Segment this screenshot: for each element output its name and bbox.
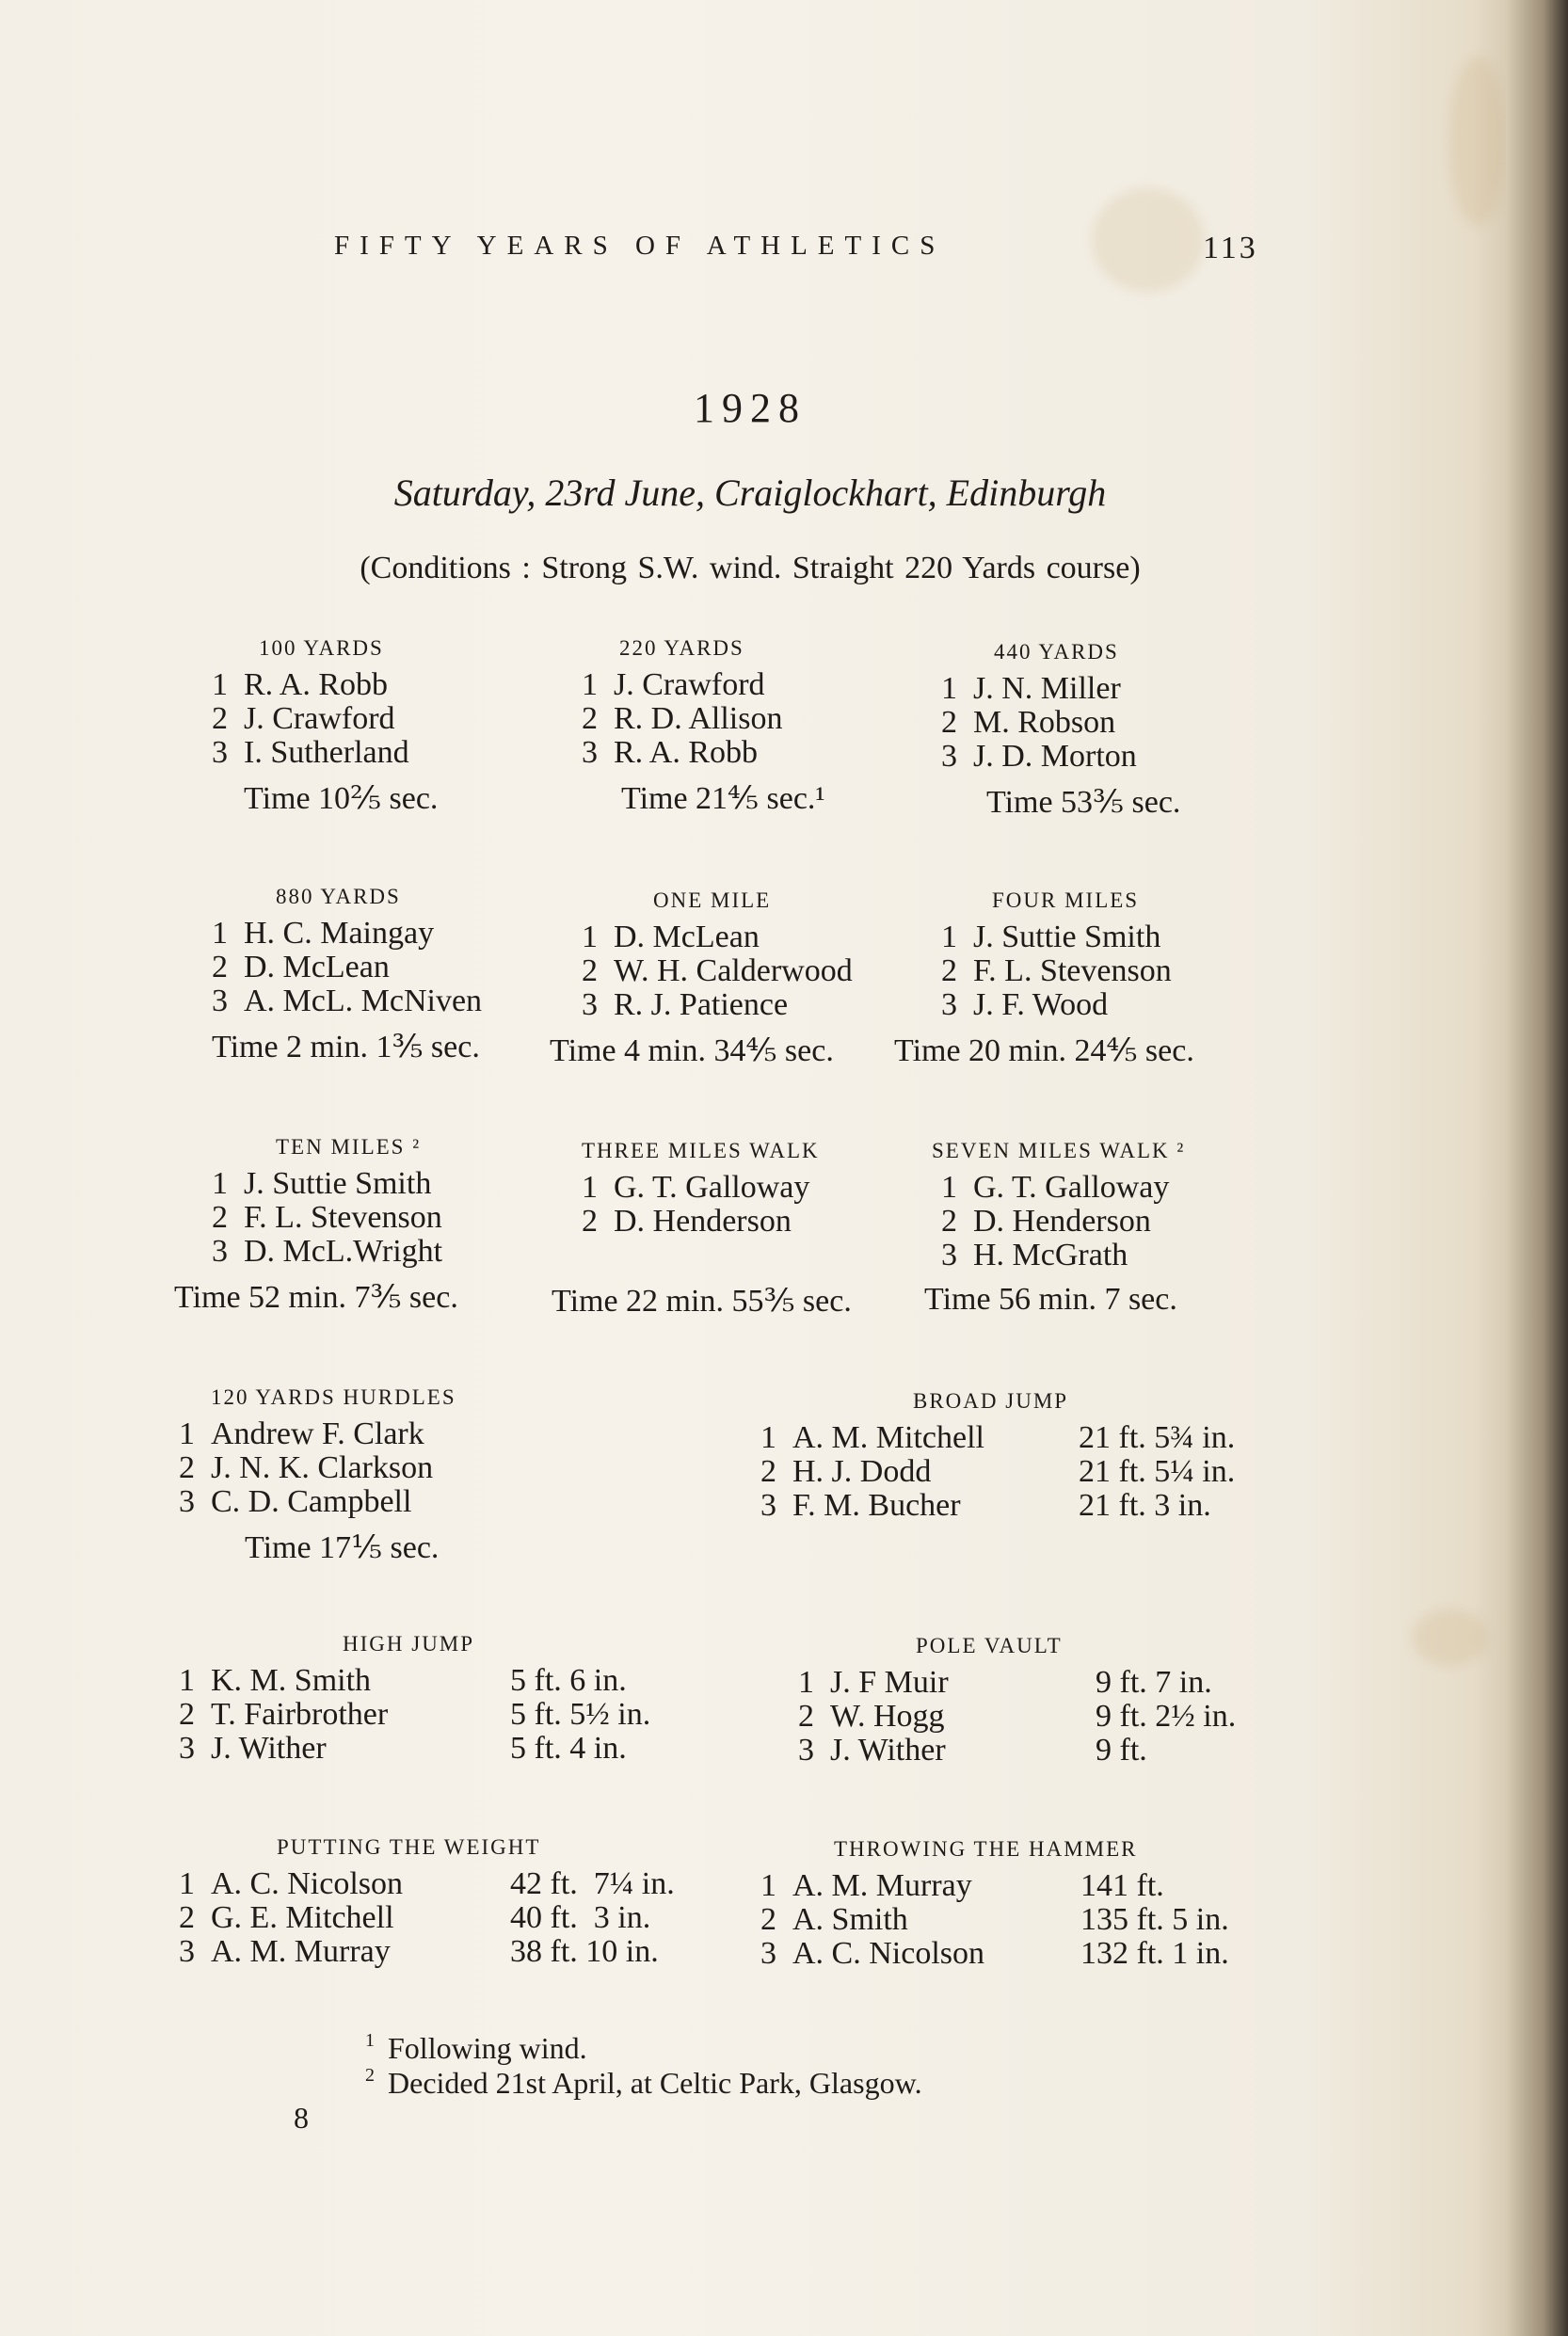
result-row: 3 A. M. Murray 38 ft. 10 in.	[179, 1934, 659, 1969]
event-title: 100 YARDS	[259, 636, 384, 660]
event-time: Time 20 min. 24⅘ sec.	[894, 1033, 1194, 1068]
event-time: Time 52 min. 7⅗ sec.	[174, 1280, 458, 1315]
signature-mark: 8	[294, 2101, 309, 2135]
result-row: 3 I. Sutherland	[212, 735, 409, 770]
result-row: 1 H. C. Maingay	[212, 916, 435, 951]
result-row: 1 G. T. Galloway	[941, 1170, 1170, 1205]
event-220-yards	[582, 636, 825, 817]
result-row: 2 T. Fairbrother 5 ft. 5½ in.	[179, 1697, 651, 1732]
result-row: 3 J. F. Wood	[941, 987, 1109, 1022]
event-title: ONE MILE	[653, 888, 772, 912]
event-putting-the-weight	[179, 1835, 744, 1969]
result-row: 1 J. F Muir 9 ft. 7 in.	[798, 1665, 1212, 1700]
event-pole-vault	[798, 1634, 1288, 1768]
event-100-yards	[212, 636, 438, 817]
event-time: Time 4 min. 34⅘ sec.	[550, 1033, 834, 1068]
result-row: 1 A. M. Murray 141 ft.	[760, 1868, 1164, 1903]
event-time: Time 21⅘ sec.¹	[621, 781, 825, 816]
result-row: 3 J. Wither 5 ft. 4 in.	[179, 1731, 627, 1766]
result-row: 3 C. D. Campbell	[179, 1484, 412, 1519]
event-120-yards-hurdles	[179, 1385, 456, 1566]
result-row: 2 G. E. Mitchell 40 ft. 3 in.	[179, 1900, 651, 1935]
event-title: TEN MILES ²	[276, 1135, 422, 1159]
conditions-line: (Conditions : Strong S.W. wind. Straight 220 Yards course)	[360, 551, 1141, 585]
paper-stain	[1092, 188, 1205, 292]
result-row: 2 J. N. K. Clarkson	[179, 1450, 434, 1485]
event-title: THROWING THE HAMMER	[834, 1837, 1138, 1861]
result-row: 3 A. C. Nicolson 132 ft. 1 in.	[760, 1936, 1229, 1971]
result-row: 2 D. Henderson	[582, 1204, 792, 1239]
event-seven-miles-walk	[924, 1139, 1186, 1318]
event-title: POLE VAULT	[916, 1634, 1063, 1657]
result-row: 2 H. J. Dodd 21 ft. 5¼ in.	[760, 1454, 1236, 1489]
event-title: HIGH JUMP	[343, 1632, 475, 1656]
footnote: 1 Following wind.	[365, 2030, 587, 2065]
result-row: 1 K. M. Smith 5 ft. 6 in.	[179, 1663, 627, 1698]
result-row: 3 A. McL. McNiven	[212, 984, 483, 1018]
event-title: FOUR MILES	[992, 888, 1140, 912]
paper-stain	[1449, 56, 1506, 226]
event-time: Time 53⅗ sec.	[986, 785, 1181, 820]
event-title: 880 YARDS	[276, 885, 401, 908]
result-row: 2 W. Hogg 9 ft. 2½ in.	[798, 1699, 1237, 1734]
event-title: SEVEN MILES WALK ²	[932, 1139, 1186, 1162]
result-row: 3 H. McGrath	[941, 1238, 1128, 1272]
result-row: 2 D. McLean	[212, 950, 390, 984]
event-one-mile	[550, 888, 853, 1069]
event-title: THREE MILES WALK	[582, 1139, 820, 1162]
event-time: Time 2 min. 1⅗ sec.	[212, 1030, 480, 1064]
result-row: 1 R. A. Robb	[212, 667, 389, 702]
event-title: 120 YARDS HURDLES	[211, 1385, 456, 1409]
result-row: 3 D. McL.Wright	[212, 1234, 443, 1269]
result-row: 1 D. McLean	[582, 920, 760, 954]
result-row: 1 J. Suttie Smith	[212, 1166, 432, 1201]
result-row: 1 A. C. Nicolson 42 ft. 7¼ in.	[179, 1866, 675, 1901]
event-high-jump	[179, 1632, 706, 1766]
event-ten-miles	[174, 1135, 458, 1316]
result-row: 3 R. A. Robb	[582, 735, 759, 770]
result-row: 3 J. Wither 9 ft.	[798, 1733, 1147, 1768]
result-row: 3 R. J. Patience	[582, 987, 789, 1022]
result-row: 1 G. T. Galloway	[582, 1170, 810, 1205]
result-row: 1 A. M. Mitchell 21 ft. 5¾ in.	[760, 1420, 1236, 1455]
event-time: Time 22 min. 55⅗ sec.	[552, 1284, 852, 1319]
result-row: 1 J. Suttie Smith	[941, 920, 1161, 954]
result-row: 1 Andrew F. Clark	[179, 1416, 424, 1451]
result-row: 3 F. M. Bucher 21 ft. 3 in.	[760, 1488, 1211, 1523]
result-row: 2 F. L. Stevenson	[212, 1200, 442, 1235]
footnote: 2 Decided 21st April, at Celtic Park, Glasgow.	[365, 2065, 922, 2100]
page-number: 113	[1203, 231, 1258, 265]
event-880-yards	[212, 885, 482, 1065]
event-title: 440 YARDS	[994, 640, 1119, 664]
result-row: 2 A. Smith 135 ft. 5 in.	[760, 1902, 1229, 1937]
page-edge	[1506, 0, 1568, 2336]
result-row: 2 F. L. Stevenson	[941, 953, 1172, 988]
event-broad-jump	[760, 1389, 1288, 1523]
result-row: 1 J. N. Miller	[941, 671, 1121, 706]
event-time: Time 10⅖ sec.	[244, 781, 439, 816]
event-time: Time 17⅕ sec.	[245, 1530, 440, 1565]
result-row: 2 M. Robson	[941, 705, 1116, 740]
running-head: FIFTY YEARS OF ATHLETICS	[334, 231, 946, 261]
event-three-miles-walk	[552, 1139, 852, 1320]
result-row: 1 J. Crawford	[582, 667, 765, 702]
event-time: Time 56 min. 7 sec.	[924, 1282, 1177, 1317]
result-row: 2 J. Crawford	[212, 701, 395, 736]
result-row: 3 J. D. Morton	[941, 739, 1137, 774]
event-title: 220 YARDS	[619, 636, 744, 660]
event-title: BROAD JUMP	[913, 1389, 1069, 1413]
paper-stain	[1412, 1609, 1487, 1666]
event-440-yards	[941, 640, 1180, 821]
venue-line: Saturday, 23rd June, Craiglockhart, Edinburgh	[393, 472, 1107, 514]
event-four-miles	[894, 888, 1194, 1069]
event-title: PUTTING THE WEIGHT	[277, 1835, 541, 1859]
result-row: 2 R. D. Allison	[582, 701, 783, 736]
result-row: 2 W. H. Calderwood	[582, 953, 853, 988]
event-throwing-the-hammer	[760, 1837, 1288, 1971]
result-row: 2 D. Henderson	[941, 1204, 1151, 1239]
year-heading: 1928	[694, 385, 807, 431]
footnotes	[365, 2031, 922, 2101]
